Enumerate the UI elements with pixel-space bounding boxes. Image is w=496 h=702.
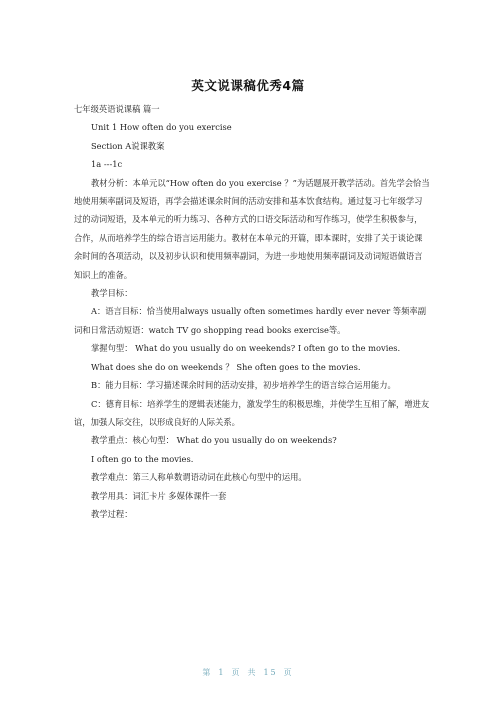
footer-page-number: 1 [218, 668, 226, 677]
key-sentence-paragraph: I often go to the movies. [91, 453, 194, 464]
section-title: Section A说课教案 [91, 140, 165, 151]
unit-title: Unit 1 How often do you exercise [91, 122, 232, 133]
moral-goal-paragraph: C：德育目标：培养学生的逻辑表述能力，激发学生的积极思维，并使学生互相了解，增进友谊，加强人际交往，以形成良好的人际关系。 [74, 398, 430, 427]
language-goal-paragraph: A：语言目标：恰当使用always usually often sometimes hardly ever never 等频率副词和日常活动短语：watch TV go shopping read books exercise等。 [74, 306, 426, 335]
footer-total-unit: 页 [283, 668, 294, 677]
activity-range: 1a ---1c [91, 159, 123, 170]
footer-page-label: 第 [202, 668, 213, 677]
ability-goal-paragraph: B：能力目标：学习描述课余时间的活动安排，初步培养学生的语言综合运用能力。 [91, 380, 396, 391]
pattern-paragraph-1: 掌握句型： What do you usually do on weekends? I often go to the movies. [91, 343, 401, 354]
objectives-heading: 教学目标： [91, 288, 133, 299]
document-body [74, 100, 430, 523]
page-footer [0, 667, 496, 678]
procedure-heading: 教学过程： [91, 508, 133, 519]
key-points-paragraph: 教学重点：核心句型： What do you usually do on weekends? [91, 435, 337, 446]
pattern-paragraph-2: What does she do on weekends ？ She often goes to the movies. [91, 361, 361, 372]
document-title: 英文说课稿优秀4篇 [191, 78, 305, 93]
section-heading: 七年级英语说课稿 篇一 [74, 104, 160, 114]
difficulty-paragraph: 教学难点：第三人称单数谓语动词在此核心句型中的运用。 [91, 472, 307, 483]
footer-total-label: 共 [247, 668, 258, 677]
analysis-paragraph: 教材分析：本单元以“How often do you exercise ？”为话题展开教学活动。首先学会恰当地使用频率副词及短语，再学会描述课余时间的活动安排和基本饮食结构。通过复习七年级学习过的动词短语，及本单元的听力练习、各种方式的口语交际活动和写作练习，使学生积极参与，合作，从而培养学生的综合语言运用能力。教材在本单元的开篇，即本课时，安排了关于谈论课余时间的各项活动，以及初步认识和使用频率副词，为进一步地使用频率副词及动词短语做语言知识上的准备。 [74, 177, 430, 280]
footer-total-pages: 15 [263, 668, 278, 677]
materials-paragraph: 教学用具：词汇卡片 多媒体课件一套 [91, 490, 227, 501]
footer-page-unit: 页 [231, 668, 242, 677]
